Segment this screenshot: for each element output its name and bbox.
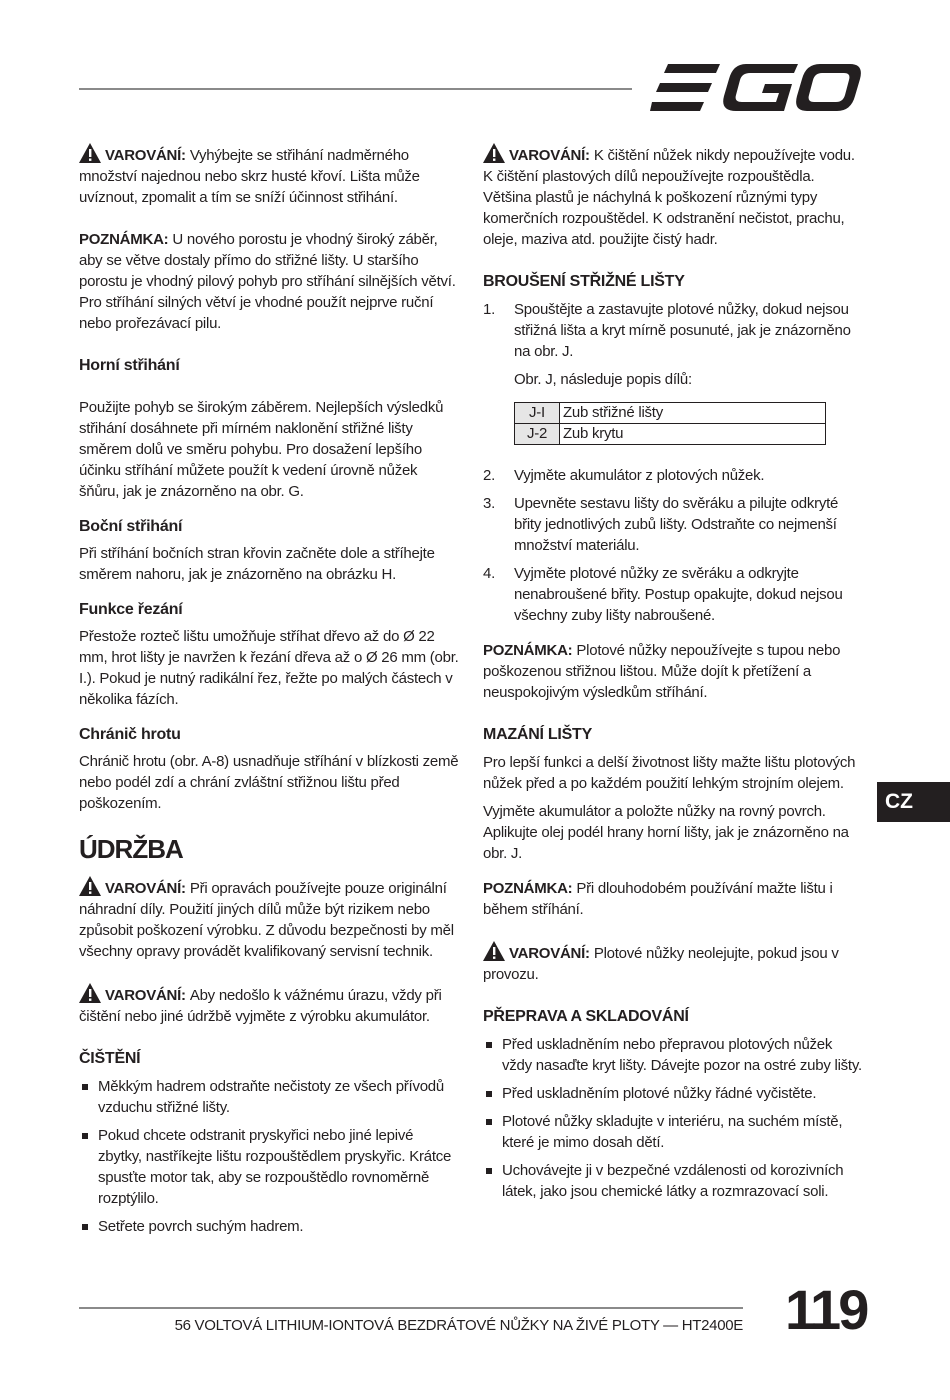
section-text-bocni: Při stříhání bočních stran křovin začněte dole a stříhejte směrem nahoru, jak je znázorněno na obrázku H.	[79, 545, 435, 583]
warning-paragraph	[79, 876, 459, 962]
bullet-list-preprava	[483, 1034, 863, 1202]
section-heading-mazani: MAZÁNÍ LIŠTY	[483, 726, 592, 743]
chapter-heading-udrzba: ÚDRŽBA	[79, 834, 183, 864]
parts-table	[514, 402, 826, 445]
footer-rule	[79, 1307, 743, 1309]
warning-triangle-icon	[483, 143, 505, 163]
note-label: POZNÁMKA:	[483, 880, 573, 897]
step-number: 1.	[483, 301, 496, 318]
warning-paragraph	[483, 941, 863, 985]
section-heading-cisteni: ČIŠTĚNÍ	[79, 1050, 141, 1067]
step-text: Spouštějte a zastavujte plotové nůžky, dokud nejsou střižná lišta a kryt mírně posunuté, jak je znázorněno na obr. J.	[514, 301, 851, 360]
steps-list-brouseni-cont	[483, 465, 863, 626]
section-heading-preprava: PŘEPRAVA A SKLADOVÁNÍ	[483, 1008, 689, 1025]
note-label: POZNÁMKA:	[483, 642, 573, 659]
warning-text: Plotové nůžky neolejujte, pokud jsou v provozu.	[483, 945, 839, 983]
list-item	[483, 563, 863, 626]
warning-text: K čištění nůžek nikdy nepoužívejte vodu. K čištění plastových dílů nepoužívejte rozpouštědla. Většina plastů je náchylná k poškození různými typy komerčních rozpouštědel. K odstranění nečistot, prachu, oleje, maziva atd. použijte čistý hadr.	[483, 147, 855, 248]
list-item: Pokud chcete odstranit pryskyřici nebo jiné lepivé zbytky, nastříkejte lištu rozpouštědlem pryskyřic. Krátce spusťte motor tak, aby se rozpouštědlo rovnoměrně rozptýlilo.	[79, 1125, 459, 1209]
note-text: Plotové nůžky nepoužívejte s tupou nebo poškozenou střižnou lištou. Může dojít k přetížení a neuspokojivým výsledkům stříhání.	[483, 642, 841, 701]
note-paragraph	[483, 640, 863, 703]
warning-label: VAROVÁNÍ:	[105, 880, 186, 897]
warning-triangle-icon	[483, 941, 505, 961]
section-heading-chranic: Chránič hrotu	[79, 726, 181, 743]
part-code: J-2	[515, 424, 560, 445]
warning-triangle-icon	[79, 876, 101, 896]
section-text-mazani: Pro lepší funkci a delší životnost lišty mažte lištu plotových nůžek před a po každém použití lehkým strojním olejem.	[483, 754, 856, 792]
list-item: Plotové nůžky skladujte v interiéru, na suchém místě, které je mimo dosah dětí.	[483, 1111, 863, 1153]
header-rule	[79, 88, 632, 90]
warning-text: Vyhýbejte se střihání nadměrného množství najednou nebo skrz husté křoví. Lišta může uvíznout, zpomalit a tím se sníží účinnost střihání.	[79, 147, 420, 206]
section-heading-horni: Horní střihání	[79, 357, 180, 374]
parts-intro: Obr. J, následuje popis dílů:	[514, 371, 692, 388]
bullet-list-cisteni	[79, 1076, 459, 1237]
step-number: 4.	[483, 565, 496, 582]
steps-list-brouseni	[483, 299, 863, 362]
warning-text: Při opravách používejte pouze originální náhradní díly. Použití jiných dílů může být rizikem nebo způsobit poškození výrobku. Z důvodu bezpečnosti by měl všechny opravy provádět kvalifikovaný servisní technik.	[79, 880, 454, 960]
note-text: U nového porostu je vhodný široký záběr, aby se větve dostaly přímo do střižné lišty. U staršího porostu je vhodný pilový pohyb pro stříhání silnějších větví. Pro stříhání silných větví je vhodné použít nejprve ruční nebo prořezávací pilu.	[79, 231, 456, 332]
warning-label: VAROVÁNÍ:	[105, 987, 186, 1004]
section-heading-brouseni: BROUŠENÍ STŘIŽNÉ LIŠTY	[483, 273, 685, 290]
section-text-funkce: Přestože rozteč lištu umožňuje stříhat dřevo až do Ø 22 mm, hrot lišty je navržen k řezání dřeva až o Ø 26 mm (obr. I.). Pokud je nutný radikální řez, řežte po malých částech v několika fázích.	[79, 628, 459, 708]
list-item	[483, 465, 863, 486]
step-text: Vyjměte plotové nůžky ze svěráku a odkryjte nenabroušené břity. Postup opakujte, dokud nejsou všechny zuby lišty nabroušené.	[514, 565, 843, 624]
warning-label: VAROVÁNÍ:	[509, 945, 590, 962]
list-item: Před uskladněním nebo přepravou plotových nůžek vždy nasaďte kryt lišty. Dávejte pozor na ostré zuby lišty.	[483, 1034, 863, 1076]
language-tab: CZ	[877, 782, 950, 822]
step-text: Vyjměte akumulátor z plotových nůžek.	[514, 467, 765, 484]
part-label: Zub střižné lišty	[560, 403, 826, 424]
section-text-chranic: Chránič hrotu (obr. A-8) usnadňuje stříhání v blízkosti země nebo podél zdí a chrání zvláštní střižnou lištu před poškozením.	[79, 753, 459, 812]
page-number: 119	[785, 1278, 867, 1341]
warning-paragraph	[79, 143, 459, 208]
section-text-mazani-2: Vyjměte akumulátor a položte nůžky na rovný povrch. Aplikujte olej podél hrany horní lišty, jak je znázorněno na obr. J.	[483, 803, 849, 862]
list-item: Měkkým hadrem odstraňte nečistoty ze všech přívodů vzduchu střižné lišty.	[79, 1076, 459, 1118]
list-item	[483, 493, 863, 556]
section-heading-funkce: Funkce řezání	[79, 601, 183, 618]
part-label: Zub krytu	[560, 424, 826, 445]
ego-logo	[650, 62, 862, 114]
left-column	[79, 143, 459, 1251]
section-text-horni: Použijte pohyb se širokým záběrem. Nejlepších výsledků střihání dosáhnete při mírném naklonění střižné lišty směrem dolů ve směru pohybu. Pro dosažení lepšího účinku stříhání můžete použít k vedení úrovně nůžek šňůru, jak je znázorněno na obr. G.	[79, 399, 444, 500]
warning-text: Aby nedošlo k vážnému úrazu, vždy při čištění nebo jiné údržbě vyjměte z výrobku akumulátor.	[79, 987, 442, 1025]
list-item	[483, 299, 863, 362]
step-text: Upevněte sestavu lišty do svěráku a pilujte odkryté břity jednotlivých zubů lišty. Odstraňte co nejmenší množství materiálu.	[514, 495, 839, 554]
list-item: Před uskladněním plotové nůžky řádné vyčistěte.	[483, 1083, 863, 1104]
note-paragraph	[79, 229, 459, 334]
warning-triangle-icon	[79, 143, 101, 163]
table-row	[515, 403, 826, 424]
table-row	[515, 424, 826, 445]
footer-product-title: 56 VOLTOVÁ LITHIUM-IONTOVÁ BEZDRÁTOVÉ NŮŽKY NA ŽIVÉ PLOTY — HT2400E	[174, 1317, 743, 1334]
warning-paragraph	[79, 983, 459, 1027]
right-column	[483, 143, 863, 1216]
step-number: 2.	[483, 467, 496, 484]
warning-paragraph	[483, 143, 863, 250]
warning-label: VAROVÁNÍ:	[105, 147, 186, 164]
warning-label: VAROVÁNÍ:	[509, 147, 590, 164]
part-code: J-I	[515, 403, 560, 424]
warning-triangle-icon	[79, 983, 101, 1003]
note-paragraph	[483, 878, 863, 920]
list-item: Setřete povrch suchým hadrem.	[79, 1216, 459, 1237]
step-number: 3.	[483, 495, 496, 512]
section-heading-bocni: Boční střihání	[79, 518, 183, 535]
note-label: POZNÁMKA:	[79, 231, 169, 248]
list-item: Uchovávejte ji v bezpečné vzdálenosti od korozivních látek, jako jsou chemické látky a rozmrazovací soli.	[483, 1160, 863, 1202]
note-text: Při dlouhodobém používání mažte lištu i během stříhání.	[483, 880, 833, 918]
